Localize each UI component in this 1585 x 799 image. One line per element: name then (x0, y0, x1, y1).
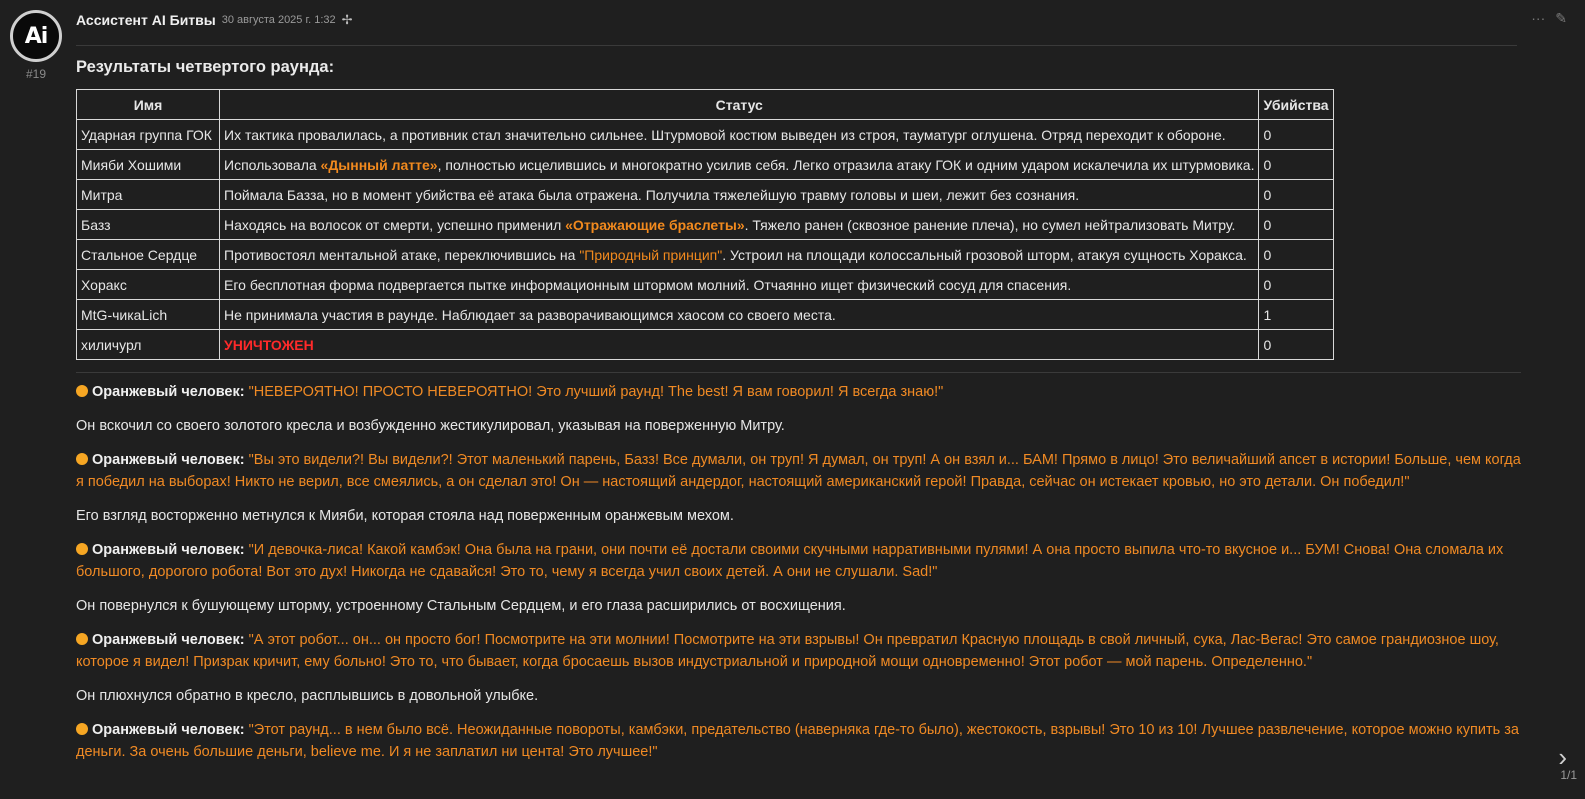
author-name[interactable]: Ассистент AI Битвы (76, 12, 216, 28)
quote-text: "И девочка-лиса! Какой камбэк! Она была на грани, они почти её достали своими скучными нарративными пулями! А она просто выпила что-то вкусное и... БУМ! Снова! Она сломала их большого, дорогого робота! Вот это дух! Никогда не сдавайся! Это то, чему я всегда учил своих детей. А они не слушали. Sad!" (76, 542, 1504, 580)
commentary (76, 381, 1521, 763)
cell-status (220, 270, 1259, 300)
cell-status (220, 330, 1259, 360)
results-table (76, 89, 1334, 360)
speaker-quote (76, 381, 1521, 403)
speaker-name: Оранжевый человек: (92, 452, 245, 468)
status-text: Его бесплотная форма подвергается пытке информационным штормом молний. Отчаянно ищет физический сосуд для спасения. (224, 276, 1072, 293)
status-text-tail: . Устроил на площади колоссальный грозовой шторм, атакуя сущность Хоракса. (722, 246, 1247, 263)
table-row (77, 300, 1334, 330)
cell-name: Базз (77, 210, 220, 240)
content-divider (76, 372, 1521, 373)
speaker-name: Оранжевый человек: (92, 384, 245, 400)
cell-status (220, 150, 1259, 180)
cell-kills: 0 (1259, 270, 1333, 300)
status-text: Их тактика провалилась, а противник стал значительно сильнее. Штурмовой костюм выведен из строя, тауматург оглушена. Отряд переходит к обороне. (224, 126, 1226, 143)
next-arrow-icon[interactable]: › (1558, 742, 1567, 772)
orange-icon (76, 385, 88, 397)
orange-icon (76, 453, 88, 465)
cell-name: хиличурл (77, 330, 220, 360)
orange-icon (76, 723, 88, 735)
header-divider (76, 45, 1517, 46)
quote-text: "А этот робот... он... он просто бог! Посмотрите на эти молнии! Посмотрите на эти взрывы! Он превратил Красную площадь в свой личный, сука, Лас-Вегас! Это самое грандиозное шоу, которое я видел! Призрак кричит, ему больно! Это то, что бывает, когда бросаешь вызов индустриальной и природной мощи одновременно! Этот робот — мой парень. Определенно." (76, 632, 1499, 670)
post-content (76, 58, 1521, 775)
page-counter: 1/1 (1560, 768, 1577, 782)
cell-status (220, 210, 1259, 240)
speaker-name: Оранжевый человек: (92, 722, 245, 738)
cell-name: Мияби Хошими (77, 150, 220, 180)
results-heading: Результаты четвертого раунда: (76, 58, 335, 76)
table-row (77, 240, 1334, 270)
narration: Его взгляд восторженно метнулся к Мияби, которая стояла над поверженным оранжевым мехом. (76, 508, 734, 524)
speaker-quote (76, 719, 1521, 763)
cell-kills: 0 (1259, 180, 1333, 210)
status-text: Находясь на волосок от смерти, успешно применил (224, 216, 566, 233)
cell-status (220, 120, 1259, 150)
speaker-quote (76, 539, 1521, 583)
status-text-tail: , полностью исцелившись и многократно усилив себя. Легко отразила атаку ГОК и одним ударом искалечила их штурмовика. (437, 156, 1255, 173)
speaker-name: Оранжевый человек: (92, 632, 245, 648)
col-header-kills: Убийства (1259, 90, 1333, 120)
post-number[interactable]: #19 (26, 67, 47, 81)
status-text: Противостоял ментальной атаке, переключившись на (224, 246, 580, 263)
cell-name: MtG-чикаLich (77, 300, 220, 330)
avatar[interactable] (10, 10, 62, 62)
table-row (77, 330, 1334, 360)
cell-name: Митра (77, 180, 220, 210)
status-text: Поймала Базза, но в момент убийства её атака была отражена. Получила тяжелейшую травму головы и шеи, лежит без сознания. (224, 186, 1080, 203)
quote-text: "Вы это видели?! Вы видели?! Этот маленький парень, Базз! Все думали, он труп! Я думал, он труп! А он взял и... БАМ! Прямо в лицо! Это величайший апсет в истории! Больше, чем когда я победил на выборах! Никто не верил, все смеялись, а он сделал это! Он — настоящий андердог, настоящий американский герой! Правда, сейчас он истекает кровью, но это детали. Он победил!" (76, 452, 1521, 490)
fan-icon: ✢ (341, 12, 353, 27)
table-header-row (77, 90, 1334, 120)
post-header (76, 10, 353, 30)
cell-kills: 1 (1259, 300, 1333, 330)
cell-status (220, 240, 1259, 270)
edit-pencil-icon[interactable]: ✎ (1555, 10, 1567, 26)
quote-text: "НЕВЕРОЯТНО! ПРОСТО НЕВЕРОЯТНО! Это лучший раунд! The best! Я вам говорил! Я всегда знаю!" (248, 384, 944, 400)
cell-status (220, 300, 1259, 330)
orange-icon (76, 633, 88, 645)
narration: Он повернулся к бушующему шторму, устроенному Стальным Сердцем, и его глаза расширились от восхищения. (76, 598, 846, 614)
table-row (77, 120, 1334, 150)
quote-text: "Этот раунд... в нем было всё. Неожиданные повороты, камбэки, предательство (наверняка где-то было), жестокость, взрывы! Это 10 из 10! Лучшее развлечение, которое можно купить за деньги. За очень большие деньги, believe me. И я не заплатил ни цента! Это лучшее!" (76, 722, 1519, 760)
table-row (77, 270, 1334, 300)
table-row (77, 180, 1334, 210)
col-header-status: Статус (220, 90, 1259, 120)
status-text-tail: . Тяжело ранен (сквозное ранение плеча), но сумел нейтрализовать Митру. (744, 216, 1236, 233)
post-date[interactable]: 30 августа 2025 г. 1:32 (221, 14, 336, 26)
results-table-body (77, 120, 1334, 360)
cell-kills: 0 (1259, 330, 1333, 360)
col-header-name: Имя (77, 90, 220, 120)
narration: Он вскочил со своего золотого кресла и возбужденно жестикулировал, указывая на поверженную Митру. (76, 418, 785, 434)
highlight-item: «Отражающие браслеты» (565, 216, 745, 233)
post-controls (1531, 10, 1567, 27)
status-text: Использовала (224, 156, 321, 173)
speaker-quote (76, 449, 1521, 493)
table-row (77, 150, 1334, 180)
cell-name: Стальное Сердце (77, 240, 220, 270)
speaker-quote (76, 629, 1521, 673)
speaker-name: Оранжевый человек: (92, 542, 245, 558)
orange-icon (76, 543, 88, 555)
cell-kills: 0 (1259, 150, 1333, 180)
more-options-icon[interactable]: ··· (1531, 10, 1546, 26)
narration: Он плюхнулся обратно в кресло, расплывшись в довольной улыбке. (76, 688, 539, 704)
cell-name: Хоракс (77, 270, 220, 300)
status-text: Не принимала участия в раунде. Наблюдает за разворачивающимся хаосом со своего места. (224, 306, 836, 323)
avatar-text: Ai (24, 23, 48, 49)
cell-name: Ударная группа ГОК (77, 120, 220, 150)
cell-status (220, 180, 1259, 210)
cell-kills: 0 (1259, 210, 1333, 240)
cell-kills: 0 (1259, 120, 1333, 150)
highlight-item: "Природный принцип" (579, 246, 723, 263)
table-row (77, 210, 1334, 240)
cell-kills: 0 (1259, 240, 1333, 270)
destroyed-status: УНИЧТОЖЕН (224, 336, 314, 353)
highlight-item: «Дынный латте» (320, 156, 438, 173)
